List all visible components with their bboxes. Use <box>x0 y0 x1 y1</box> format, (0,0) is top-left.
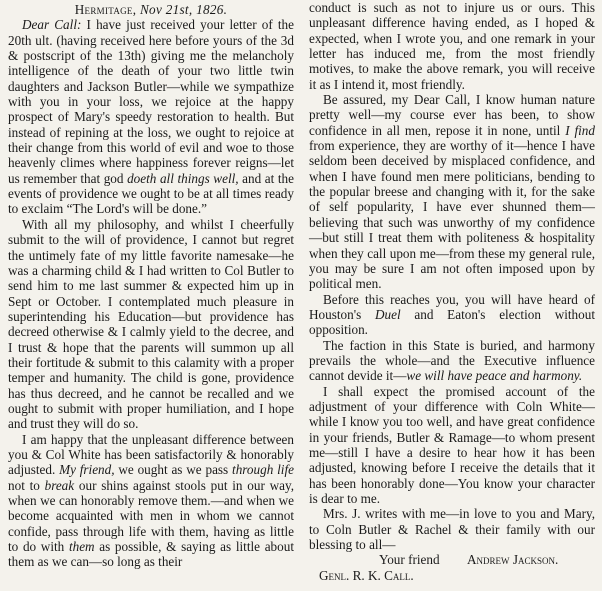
body-text: and Eaton's election without opposition. <box>309 306 595 338</box>
body-text: conduct is such as not to injure us or ours. This unpleasant difference having ended, as I hoped & expected, when I wrote you, and one remark in your letter has induced me, from the most friendly motives, to make the above remark, you will receive it as I intend it, most friendly. <box>309 0 595 92</box>
body-text: I am happy that the unpleasant difference between you & Col White has been satisfactorily & honorably adjusted. <box>8 431 294 478</box>
paragraph <box>8 432 294 570</box>
emphasis-text: Duel <box>374 306 401 322</box>
body-text: I have just received your letter of the 20th ult. (having received here before yours of the 3d & postscript of the 13th) giving me the melancholy intelligence of the death of your two little twin daughters and Jackson Butler—while we sympathize with you in your loss, we rejoice at the happy prospect of Mary's speedy restoration to health. But instead of repining at the loss, we ought to rejoice at their change from this world of evil and woe to those heavenly climes where happiness forever reigns—let us remember that god <box>8 17 294 186</box>
signature: Andrew Jackson. <box>467 552 559 568</box>
emphasis-text: doeth all things well, <box>127 170 239 186</box>
paragraph <box>8 17 294 216</box>
body-text: Mrs. J. writes with me—in love to you and Mary, to Coln Butler & Rachel & their family with our blessing to all— <box>309 506 595 553</box>
body-text: Before this reaches you, you will have heard of Houston's <box>309 291 595 322</box>
body-text: The faction in this State is buried, and harmony prevails the whole—and the Executive influence cannot devide it— <box>309 337 595 384</box>
body-text: I shall expect the promised account of the adjustment of your difference with Coln White—while I know you too well, and have great confidence in your friends, Butler & Ramage—to whom present me—still I have a desire to hear how it has been adjusted, knowing before I receive the details that it has been honorably done—You know your character is dear to me. <box>309 383 595 506</box>
emphasis-text: through life <box>232 462 294 478</box>
paragraph <box>8 217 294 432</box>
body-text: With all my philosophy, and whilst I cheerfully submit to the will of providence, I cannot but regret the untimely fate of my little favorite namesake—he was a charming child & I had written to Col Butler to send him to me last summer & expected him up in Sept or October. I contemplated much pleasure in superintending his Education—but providence has decreed otherwise & I calmly yield to the decree, and I trust & hope that the parents will summon up all their fortitude & submit to this calamity with a proper temper and humanity. The child is gone, providence has thus decreed, and he cannot be recalled and we ought to submit with proper humiliation, and I hope and trust they will do so. <box>8 216 294 432</box>
left-paragraphs <box>8 17 294 569</box>
valediction: Your friend <box>379 552 440 568</box>
closing-line-1 <box>309 552 595 567</box>
body-text: and at the events of providence we ought to be at all times ready to exclaim “The Lord's will be done.” <box>8 170 295 217</box>
salutation: Dear Call: <box>22 17 82 33</box>
paragraph <box>309 338 595 384</box>
heading-date: Nov 21st, 1826. <box>139 2 228 17</box>
body-text: we ought as we pass <box>114 462 233 478</box>
emphasis-text: we will have peace and harmony. <box>406 368 583 384</box>
letter-heading <box>8 2 294 17</box>
body-text: as possible, & saying as little about them as we can—so long as their <box>8 539 295 570</box>
body-text: our shins against stools put in our way, when we can honorably remove them.—and when we become acquainted with men in whom we cannot confide, pass through life with them, having as little to do with <box>8 477 294 555</box>
addressee: Genl. R. K. Call. <box>319 567 414 583</box>
body-text: not to <box>8 477 45 493</box>
body-text: Be assured, my Dear Call, I know human nature pretty well—my course ever has been, to show confidence in all men, repose it in none, until <box>309 92 595 138</box>
paragraph <box>309 0 595 92</box>
emphasis-text: break <box>44 477 75 493</box>
body-text: from experience, they are worthy of it—hence I have seldom been deceived by misplaced confidence, and when I have found men mere politicians, bending to the popular breese and changing with it, for the sake of self popularity, I have ever shunned them—believing that such was unworthy of my confidence—but still I treat them with politeness & hospitality when they call upon me—from these my general rule, you may be sure I am not often imposed upon by political men. <box>309 138 595 292</box>
right-paragraphs <box>309 0 595 552</box>
emphasis-text: them <box>68 539 95 555</box>
closing-line-2 <box>309 568 595 583</box>
left-column <box>8 2 294 570</box>
heading-place: Hermitage, <box>74 2 137 17</box>
emphasis-text: I find <box>565 122 595 138</box>
right-column <box>309 0 595 583</box>
paragraph <box>309 506 595 552</box>
paragraph <box>309 384 595 507</box>
paragraph <box>309 292 595 338</box>
emphasis-text: My friend, <box>59 462 115 478</box>
paragraph <box>309 92 595 291</box>
